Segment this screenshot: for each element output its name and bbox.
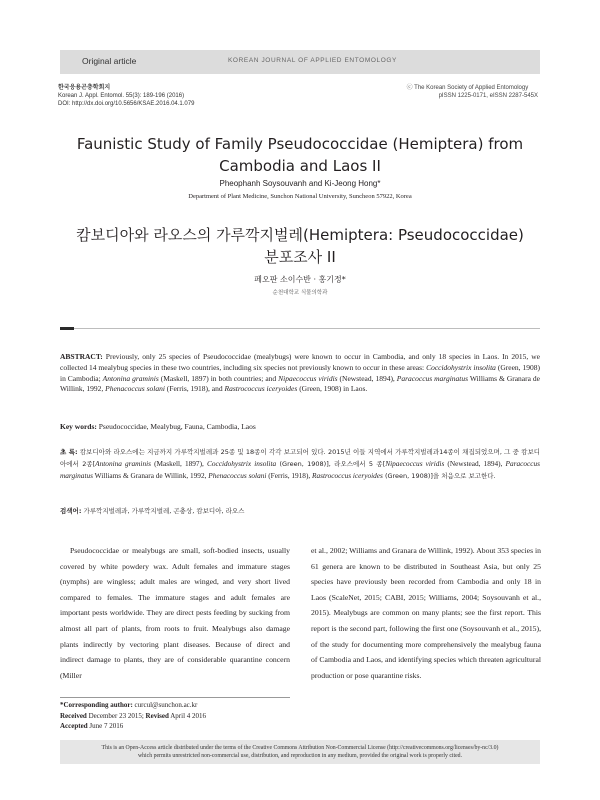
corresponding-author [60, 700, 290, 711]
received-label: Received [60, 711, 87, 720]
title-korean-line2: 분포조사 II [264, 248, 336, 266]
body-column-right: et al., 2002; Williams and Granara de Willink, 1992). About 353 species in 61 genera are known to be distributed in Southeast Asia, but only 25 species have previously been recorded from Cambodia and only 18 in Laos (ScaleNet, 2015; CABI, 2015; Williams, 2004; Soysouvanh et al., 2015). Mealybugs are common on many plants; see the first report. This report is the second part, following the first one (Soysouvanh et al., 2015), of the study for documenting more comprehensively the mealybug fauna of Cambodia and Laos, and identifying species which threaten agricultural production or pose quarantine risks. [311, 546, 541, 680]
abstract-text: Previously, only 25 species of Pseudococcidae (mealybugs) were known to occur in Cambodia, and only 18 species in Laos. In 2015, we collected 14 mealybug species in these two countries, including six species not previously known to occur in these areas: [60, 352, 540, 372]
section-rule [74, 328, 540, 329]
species-name: Nipaecoccus viridis [385, 459, 445, 468]
keywords-label: Key words: [60, 422, 97, 431]
footnote [60, 700, 290, 732]
keywords-korean-label: 검색어: [60, 507, 82, 515]
citation-block [58, 84, 194, 108]
journal-name: KOREAN JOURNAL OF APPLIED ENTOMOLOGY [228, 57, 397, 64]
authors-english: Pheophanh Soysouvanh and Ki-Jeong Hong* [219, 179, 381, 188]
header-band [60, 50, 540, 74]
journal-korean-name: 한국응용곤충학회지 [58, 85, 111, 91]
species-name: Nipaecoccus viridis [278, 373, 338, 383]
department-english: Department of Plant Medicine, Sunchon National University, Suncheon 57922, Korea [188, 193, 412, 200]
species-name: Antonina graminis [102, 373, 159, 383]
title-english-line2: Cambodia and Laos II [219, 157, 381, 175]
abstract-korean-text: Williams & Granara de Willink, 1992, [92, 471, 209, 480]
species-name: Coccidohystrix insolita [426, 362, 496, 372]
abstract-korean-text: 캄보디아와 라오스에는 지금까지 가루깍지벌레과 25종 및 18종이 각각 보고되어 있다. 2015년 이들 지역에서 가루깍지벌레과14종이 채집되었으며, 그 중 캄보디아에서 2종[ [60, 448, 541, 468]
species-name: Paracoccus marginatus [396, 373, 469, 383]
received-revised [60, 711, 290, 722]
authors-korean: 페오판 소이수반 · 홍기정* [254, 275, 346, 284]
keywords-korean-text: 가루깍지벌레과, 가루깍지벌레, 곤충상, 캄보디아, 라오스 [81, 507, 245, 515]
keywords-korean [60, 506, 540, 516]
species-name: Rastrococcus iceryoides [312, 471, 383, 480]
species-name: Phenacoccus solani [105, 384, 165, 394]
abstract-korean-text: (Green, 1908)], 라오스에서 5 종[ [276, 460, 386, 468]
abstract-korean-text: (Ferris, 1918), [266, 471, 313, 480]
license-box [60, 740, 540, 764]
corresponding-author-label: *Corresponding author: [60, 701, 133, 709]
species-name: Paracoccus marginatus [60, 459, 540, 480]
abstract-korean-text: (Maskell, 1897), [150, 459, 207, 468]
species-name: Phenacoccus solani [208, 471, 267, 480]
abstract-text: (Maskell, 1897) in both countries; and [158, 373, 279, 383]
corresponding-author-email[interactable]: curcul@sunchon.ac.kr [132, 701, 198, 709]
accepted [60, 721, 290, 732]
society-block [407, 84, 538, 100]
species-name: Antonina graminis [95, 459, 151, 468]
society-copyright: ⓒ The Korean Society of Applied Entomology [406, 85, 529, 91]
revised-label: Revised [145, 711, 169, 720]
abstract-text: (Ferris, 1918), and [164, 384, 225, 394]
abstract-text: (Newstead, 1894), [337, 373, 397, 383]
accepted-date: June 7 2016 [87, 722, 124, 730]
abstract-korean-text: (Green, 1908)]을 처음으로 보고한다. [382, 472, 496, 480]
abstract-korean [60, 447, 540, 482]
accepted-label: Accepted [60, 722, 88, 730]
issn: pISSN 1225-0171, eISSN 2287-545X [438, 93, 538, 99]
abstract-english [60, 352, 540, 395]
abstract-text: Williams & Granara de Willink, 1992, [60, 373, 540, 394]
species-name: Coccidohystrix insolita [206, 459, 277, 468]
license-line1: This is an Open-Access article distributed under the terms of the Creative Commons Attribution Non-Commercial License (http://creativecommons.org/licenses/by-nc/3.0) [101, 745, 499, 751]
section-rule-accent [60, 327, 74, 330]
article-type: Original article [82, 56, 137, 66]
keywords-english [60, 422, 540, 433]
revised-date: April 4 2016 [168, 711, 207, 720]
received-date: December 23 2015; [86, 711, 146, 720]
title-english-line1: Faunistic Study of Family Pseudococcidae (Hemiptera) from [76, 135, 524, 153]
citation: Korean J. Appl. Entomol. 55(3): 189-196 (2016) [58, 93, 185, 99]
abstract-text: (Green, 1908) in Cambodia; [60, 362, 540, 383]
title-korean [60, 224, 540, 268]
footnote-rule [60, 697, 290, 698]
abstract-korean-text: (Newstead, 1894), [444, 459, 506, 468]
department-korean: 순천대학교 식물의학과 [272, 290, 328, 296]
keywords-text: Pseudococcidae, Mealybug, Fauna, Cambodia, Laos [96, 422, 256, 431]
abstract-korean-label: 초 록: [60, 448, 78, 456]
license-line2: which permits unrestricted non-commercial use, distribution, and reproduction in any medium, provided the original work is properly cited. [137, 753, 463, 759]
title-english [60, 133, 540, 177]
abstract-text: (Green, 1908) in Laos. [297, 384, 368, 394]
species-name: Rastrococcus iceryoides [224, 384, 298, 394]
doi-link[interactable]: DOI: http://dx.doi.org/10.5656/KSAE.2016.04.1.079 [58, 101, 195, 107]
title-korean-line1: 캄보디아와 라오스의 가루깍지벌레(Hemiptera: Pseudococcidae) [76, 226, 524, 244]
abstract-label: ABSTRACT: [60, 352, 103, 361]
body-column-left: Pseudococcidae or mealybugs are small, soft-bodied insects, usually covered by white powdery wax. Adult females and immature stages (nymphs) are wingless; adult males are winged, and very short lived compared to females. The immature stages and adult females are important pests worldwide. They are direct pests feeding by sucking from almost all part of plants, from roots to fruit. Mealybugs also damage plants indirectly by vectoring plant diseases. Because of direct and indirect damage to plants, they are of considerable quarantine concern (Miller [60, 546, 290, 680]
